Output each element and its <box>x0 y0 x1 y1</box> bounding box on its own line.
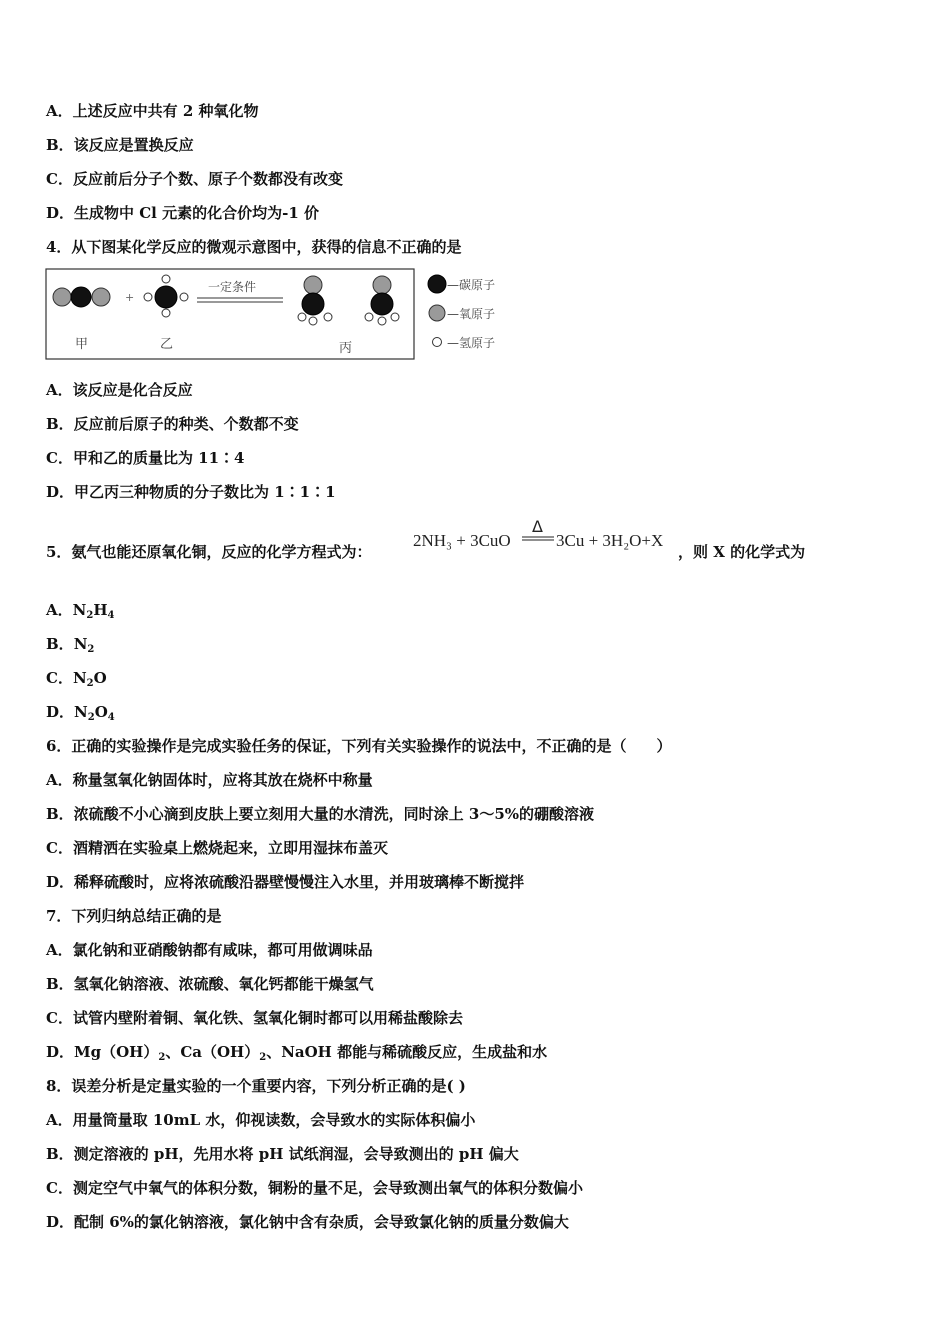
q3-option-d: D．生成物中 Cl 元素的化合价均为-1 价 <box>46 204 319 222</box>
q6-option-b: B．浓硫酸不小心滴到皮肤上要立刻用大量的水清洗，同时涂上 3～5%的硼酸溶液 <box>46 805 595 823</box>
q3-option-a: A．上述反应中共有 2 种氧化物 <box>46 102 259 120</box>
q3-option-b: B．该反应是置换反应 <box>46 136 194 154</box>
legend-hydrogen: —氢原子 <box>447 336 496 350</box>
hydrogen-atom <box>180 293 188 301</box>
q7-stem: 7．下列归纳总结正确的是 <box>46 907 222 925</box>
legend-carbon: —碳原子 <box>447 278 496 292</box>
hydrogen-atom <box>391 313 399 321</box>
q4-option-d: D．甲乙丙三种物质的分子数比为 1∶1∶1 <box>46 483 336 501</box>
label-bing: 丙 <box>339 341 353 356</box>
q5-option-a: A．$N_2H_4$ <box>46 601 115 621</box>
q6-option-c: C．酒精洒在实验桌上燃烧起来，立即用湿抹布盖灭 <box>46 839 388 857</box>
q5-stem-prefix: 5．氨气也能还原氧化铜，反应的化学方程式为： <box>46 543 372 561</box>
q5-stem-suffix: ，则 X 的化学式为 <box>678 543 806 561</box>
legend-hydrogen-icon <box>433 338 442 347</box>
hydrogen-atom <box>162 309 170 317</box>
equation-right: 3Cu + 3H₂O+X <box>556 531 664 550</box>
q6-option-d: D．稀释硫酸时，应将浓硫酸沿器壁慢慢注入水里，并用玻璃棒不断搅拌 <box>46 873 525 891</box>
equation-left: 2NH₃ + 3CuO <box>413 531 511 550</box>
reaction-diagram <box>45 268 525 364</box>
hydrogen-atom <box>365 313 373 321</box>
q4-option-c: C．甲和乙的质量比为 11∶4 <box>46 449 245 467</box>
legend-oxygen-icon <box>429 305 445 321</box>
label-jia: 甲 <box>75 337 89 352</box>
q3-option-c: C．反应前后分子个数、原子个数都没有改变 <box>46 170 343 188</box>
q8-option-a: A．用量筒量取 10mL 水，仰视读数，会导致水的实际体积偏小 <box>46 1111 476 1129</box>
hydrogen-atom <box>144 293 152 301</box>
q4-stem: 4．从下图某化学反应的微观示意图中，获得的信息不正确的是 <box>46 238 462 256</box>
q6-option-a: A．称量氢氧化钠固体时，应将其放在烧杯中称量 <box>46 771 373 789</box>
q7-option-c: C．试管内壁附着铜、氧化铁、氢氧化铜时都可以用稀盐酸除去 <box>46 1009 463 1027</box>
oxygen-atom <box>53 288 71 306</box>
q7-option-a: A．氯化钠和亚硝酸钠都有咸味，都可用做调味品 <box>46 941 373 959</box>
reaction-condition: 一定条件 <box>208 280 257 294</box>
oxygen-atom <box>304 276 322 294</box>
equation-delta: Δ <box>532 517 543 536</box>
legend-oxygen: —氧原子 <box>447 307 496 321</box>
molecule-jia <box>53 287 110 307</box>
q7-option-b: B．氢氧化钠溶液、浓硫酸、氧化钙都能干燥氢气 <box>46 975 374 993</box>
carbon-atom <box>302 293 324 315</box>
carbon-atom <box>71 287 91 307</box>
hydrogen-atom <box>162 275 170 283</box>
carbon-atom <box>155 286 177 308</box>
legend-carbon-icon <box>428 275 446 293</box>
hydrogen-atom <box>298 313 306 321</box>
q5-option-d: D．$N_2O_4$ <box>46 703 115 723</box>
q8-option-d: D．配制 6%的氯化钠溶液，氯化钠中含有杂质，会导致氯化钠的质量分数偏大 <box>46 1213 569 1231</box>
oxygen-atom <box>373 276 391 294</box>
hydrogen-atom <box>378 317 386 325</box>
q4-option-a: A．该反应是化合反应 <box>46 381 193 399</box>
hydrogen-atom <box>309 317 317 325</box>
carbon-atom <box>371 293 393 315</box>
q5-option-b: B．$N_2$ <box>46 635 95 655</box>
hydrogen-atom <box>324 313 332 321</box>
q7-option-d: D．$Mg(OH)_2$、$Ca(OH)_2$、NaOH 都能与稀硫酸反应，生成盐和水 <box>46 1043 548 1063</box>
oxygen-atom <box>92 288 110 306</box>
label-yi: 乙 <box>160 337 174 352</box>
q8-option-c: C．测定空气中氧气的体积分数，铜粉的量不足，会导致测出氧气的体积分数偏小 <box>46 1179 583 1197</box>
q5-option-c: C．$N_2O$ <box>46 669 107 689</box>
q6-stem: 6．正确的实验操作是完成实验任务的保证，下列有关实验操作的说法中，不正确的是（ ） <box>46 737 672 755</box>
q4-option-b: B．反应前后原子的种类、个数都不变 <box>46 415 299 433</box>
chemical-equation <box>410 516 680 556</box>
q8-stem: 8．误差分析是定量实验的一个重要内容，下列分析正确的是( ) <box>46 1077 466 1095</box>
q8-option-b: B．测定溶液的 pH，先用水将 pH 试纸润湿，会导致测出的 pH 偏大 <box>46 1145 519 1163</box>
plus-sign: + <box>125 291 135 304</box>
